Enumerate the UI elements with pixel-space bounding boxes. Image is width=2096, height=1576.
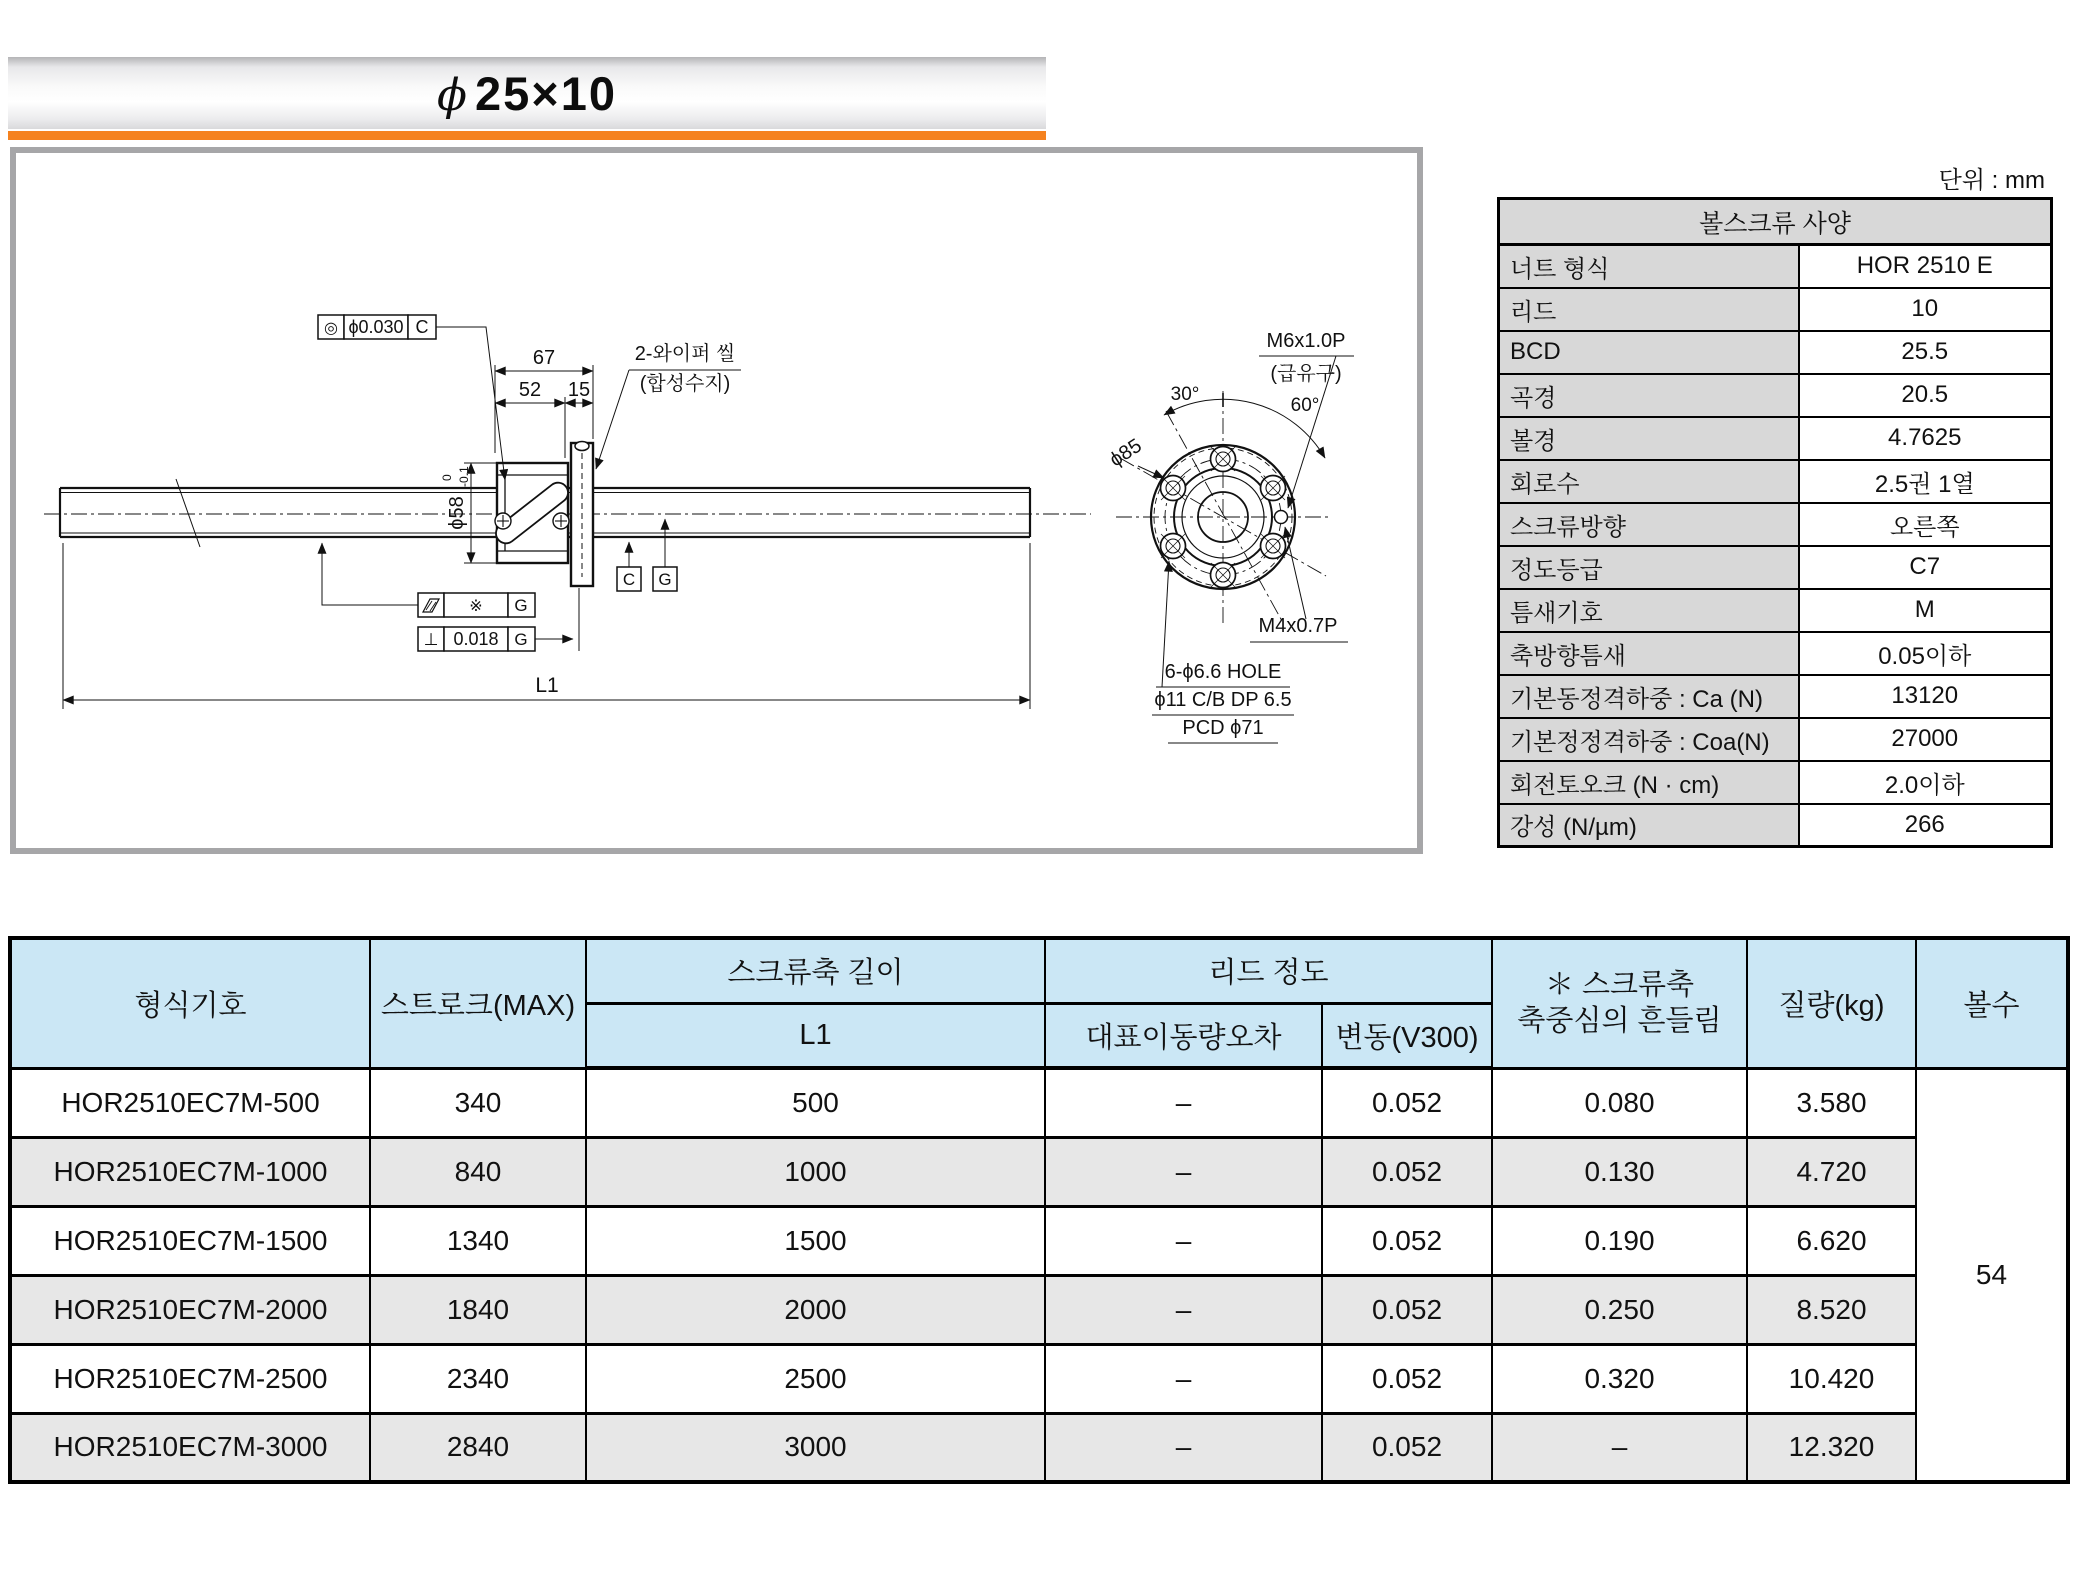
angle-dims	[1164, 384, 1325, 458]
table-row: HOR2510EC7M-1000 840 1000 – 0.052 0.130 4.720	[10, 1137, 2068, 1206]
svg-text:G: G	[514, 630, 528, 649]
table-row: HOR2510EC7M-500 340 500 – 0.052 0.080 3.580 54	[10, 1068, 2068, 1137]
svg-text:L1: L1	[535, 674, 559, 697]
svg-text:67: 67	[532, 347, 556, 369]
col-header-mass: 질량(kg)	[1747, 938, 1916, 1068]
spec-row: 스크류방향 오른쪽	[1499, 503, 2052, 546]
spec-table	[1497, 197, 2053, 848]
table-row: HOR2510EC7M-3000 2840 3000 – 0.052 – 12.320	[10, 1413, 2068, 1482]
col-header-fluctuation: 변동(V300)	[1322, 1003, 1492, 1068]
page-title	[437, 66, 617, 121]
col-header-model: 형식기호	[10, 938, 370, 1068]
spec-row: 기본동정격하중 : Ca (N) 13120	[1499, 675, 2052, 718]
spec-row: 기본정정격하중 : Coa(N) 27000	[1499, 718, 2052, 761]
end-view	[1106, 330, 1354, 743]
unit-label: 단위 : mm	[1938, 167, 2045, 194]
svg-text:0.018: 0.018	[453, 629, 499, 649]
col-header-balls: 볼수	[1916, 938, 2068, 1068]
dim-l1	[63, 543, 1030, 709]
datum-g	[653, 519, 677, 591]
reference-mark: ※	[469, 598, 483, 615]
side-view	[44, 315, 1091, 709]
datum-c	[617, 542, 641, 591]
model-table	[8, 936, 2070, 1484]
spec-row: 강성 (N/µm) 266	[1499, 804, 2052, 847]
col-header-l1: L1	[586, 1003, 1045, 1068]
size-text: 25×10	[474, 66, 617, 120]
svg-text:M6x1.0P: M6x1.0P	[1266, 330, 1346, 352]
svg-text:G: G	[658, 570, 672, 589]
dim-phi58	[440, 463, 497, 563]
svg-text:PCD ϕ71: PCD ϕ71	[1182, 717, 1264, 739]
svg-text:2-와이퍼 씰: 2-와이퍼 씰	[634, 343, 736, 365]
spec-row: BCD 25.5	[1499, 331, 2052, 374]
col-header-runout	[1492, 938, 1747, 1068]
table-row: HOR2510EC7M-2000 1840 2000 – 0.052 0.250 8.520	[10, 1275, 2068, 1344]
spec-row: 곡경 20.5	[1499, 374, 2052, 417]
fcf-concentricity	[318, 315, 505, 480]
svg-text:ϕ85: ϕ85	[1105, 434, 1146, 472]
spec-row: 정도등급 C7	[1499, 546, 2052, 589]
svg-text:0: 0	[440, 474, 454, 481]
svg-text:52: 52	[518, 379, 542, 401]
svg-text:M4x0.7P: M4x0.7P	[1258, 615, 1338, 637]
title-banner	[8, 57, 1046, 129]
tube-screw-left	[495, 513, 511, 529]
fcf-datum: C	[415, 317, 429, 337]
svg-text:30°: 30°	[1170, 384, 1200, 405]
svg-text:15: 15	[567, 379, 591, 401]
col-header-screw-length: 스크류축 길이	[586, 938, 1045, 1003]
oil-port-hole	[1275, 511, 1288, 524]
col-header-travel-error: 대표이동량오차	[1045, 1003, 1322, 1068]
ball-count-cell: 54	[1916, 1068, 2068, 1482]
svg-text:-0.1: -0.1	[457, 466, 471, 487]
accent-rule	[8, 131, 1046, 140]
tube-screw-right	[553, 513, 569, 529]
fcf-tolerance: ϕ0.030	[348, 317, 404, 337]
ballscrew-drawing	[16, 153, 1417, 848]
spec-row: 볼경 4.7625	[1499, 417, 2052, 460]
technical-drawing-panel	[10, 147, 1423, 854]
svg-text:(합성수지): (합성수지)	[639, 373, 731, 395]
ball-nut	[492, 442, 593, 587]
phi-symbol: ϕ	[436, 69, 469, 121]
runout-line2: 축중심의 흔들림	[1517, 1005, 1722, 1038]
spec-row: 회로수 2.5권 1열	[1499, 460, 2052, 503]
table-row: HOR2510EC7M-2500 2340 2500 – 0.052 0.320 10.420	[10, 1344, 2068, 1413]
runout-line1: ＊ 스크류축	[1544, 969, 1695, 1001]
svg-text:(급유구): (급유구)	[1270, 363, 1342, 385]
spec-row: 너트 형식 HOR 2510 E	[1499, 245, 2052, 288]
col-header-lead-accuracy: 리드 정도	[1045, 938, 1492, 1003]
spec-row: 회전토오크 (N · cm) 2.0이하	[1499, 761, 2052, 804]
spec-table-title: 볼스크류 사양	[1499, 199, 2052, 245]
svg-text:60°: 60°	[1290, 395, 1320, 416]
wiper-seal-label	[596, 342, 741, 469]
svg-text:ϕ11 C/B DP 6.5: ϕ11 C/B DP 6.5	[1154, 689, 1292, 711]
perpendicularity-icon: ⊥	[423, 630, 439, 649]
svg-text:G: G	[514, 596, 528, 615]
spec-row: 틈새기호 M	[1499, 589, 2052, 632]
spec-row: 리드 10	[1499, 288, 2052, 331]
svg-text:C: C	[622, 570, 636, 589]
spec-row: 축방향틈새 0.05이하	[1499, 632, 2052, 675]
concentricity-icon: ◎	[324, 320, 338, 337]
svg-text:ϕ58: ϕ58	[446, 496, 468, 530]
col-header-stroke: 스트로크(MAX)	[370, 938, 586, 1068]
dia85-label	[1106, 435, 1164, 478]
grease-port	[575, 442, 589, 451]
table-row: HOR2510EC7M-1500 1340 1500 – 0.052 0.190 6.620	[10, 1206, 2068, 1275]
svg-text:6-ϕ6.6 HOLE: 6-ϕ6.6 HOLE	[1164, 661, 1282, 683]
